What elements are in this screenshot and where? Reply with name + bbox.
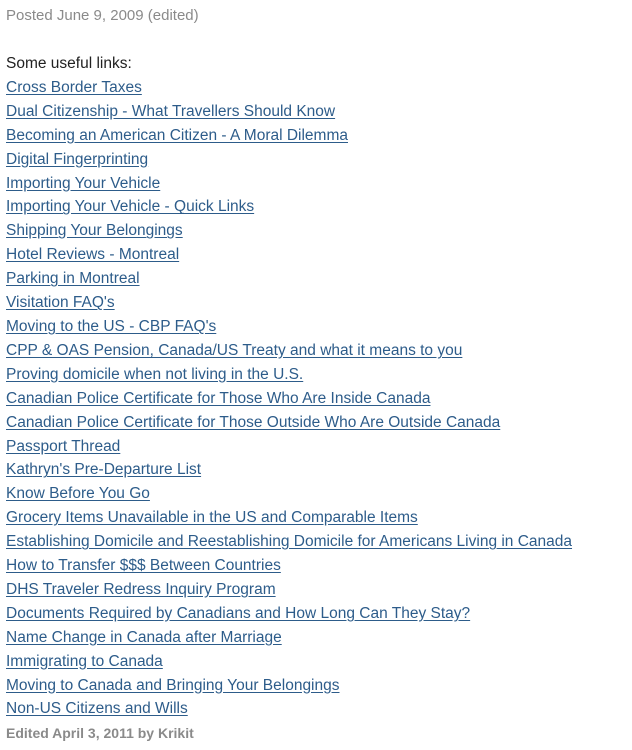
list-item: [6, 458, 632, 482]
post-link[interactable]: Moving to Canada and Bringing Your Belongings: [6, 676, 340, 694]
list-item: [6, 195, 632, 219]
list-item: [6, 363, 632, 387]
post-link[interactable]: Shipping Your Belongings: [6, 222, 183, 240]
list-item: [6, 626, 632, 650]
post-link[interactable]: Becoming an American Citizen - A Moral Dilemma: [6, 126, 348, 144]
post-intro-text: Some useful links:: [6, 55, 132, 72]
list-item: [6, 578, 632, 602]
list-item: [6, 219, 632, 243]
post-link[interactable]: CPP & OAS Pension, Canada/US Treaty and what it means to you: [6, 341, 463, 359]
post-date[interactable]: Posted June 9, 2009 (edited): [6, 7, 199, 24]
list-item: [6, 530, 632, 554]
post-link[interactable]: Canadian Police Certificate for Those Who Are Inside Canada: [6, 389, 431, 407]
post-link[interactable]: Establishing Domicile and Reestablishing Domicile for Americans Living in Canada: [6, 533, 573, 551]
useful-links-list: [6, 76, 632, 721]
list-item: [6, 435, 632, 459]
list-item: [6, 554, 632, 578]
list-item: [6, 172, 632, 196]
list-item: [6, 100, 632, 124]
list-item: [6, 148, 632, 172]
list-item: [6, 243, 632, 267]
post-link[interactable]: Importing Your Vehicle - Quick Links: [6, 198, 255, 216]
list-item: [6, 387, 632, 411]
post-link[interactable]: Non-US Citizens and Wills: [6, 700, 188, 718]
list-item: [6, 76, 632, 100]
post-link[interactable]: Canadian Police Certificate for Those Outside Who Are Outside Canada: [6, 413, 501, 431]
post-link[interactable]: Name Change in Canada after Marriage: [6, 628, 282, 646]
list-item: [6, 650, 632, 674]
list-item: [6, 339, 632, 363]
post-link[interactable]: Hotel Reviews - Montreal: [6, 246, 180, 264]
post-link[interactable]: Dual Citizenship - What Travellers Should Know: [6, 102, 336, 120]
list-item: [6, 674, 632, 698]
post-link[interactable]: Parking in Montreal: [6, 270, 140, 288]
post-link[interactable]: Grocery Items Unavailable in the US and Comparable Items: [6, 509, 418, 527]
post-link[interactable]: Kathryn's Pre-Departure List: [6, 461, 202, 479]
list-item: [6, 697, 632, 721]
post-link[interactable]: Digital Fingerprinting: [6, 150, 149, 168]
post-link[interactable]: Proving domicile when not living in the U.S.: [6, 365, 304, 383]
post-link[interactable]: Moving to the US - CBP FAQ's: [6, 317, 217, 335]
post-link[interactable]: Know Before You Go: [6, 485, 150, 503]
list-item: [6, 602, 632, 626]
post-link[interactable]: Documents Required by Canadians and How Long Can They Stay?: [6, 604, 471, 622]
edited-note: Edited April 3, 2011 by Krikit: [6, 725, 194, 742]
post-link[interactable]: Passport Thread: [6, 437, 121, 455]
list-item: [6, 506, 632, 530]
post-link[interactable]: How to Transfer $$$ Between Countries: [6, 557, 281, 575]
post-link[interactable]: Cross Border Taxes: [6, 78, 142, 96]
post-link[interactable]: Importing Your Vehicle: [6, 174, 161, 192]
post-link[interactable]: Visitation FAQ's: [6, 294, 115, 312]
post-link[interactable]: DHS Traveler Redress Inquiry Program: [6, 580, 276, 598]
list-item: [6, 291, 632, 315]
post-body: [6, 52, 632, 744]
post-link[interactable]: Immigrating to Canada: [6, 652, 163, 670]
list-item: [6, 267, 632, 291]
list-item: [6, 411, 632, 435]
list-item: [6, 124, 632, 148]
list-item: [6, 315, 632, 339]
list-item: [6, 482, 632, 506]
